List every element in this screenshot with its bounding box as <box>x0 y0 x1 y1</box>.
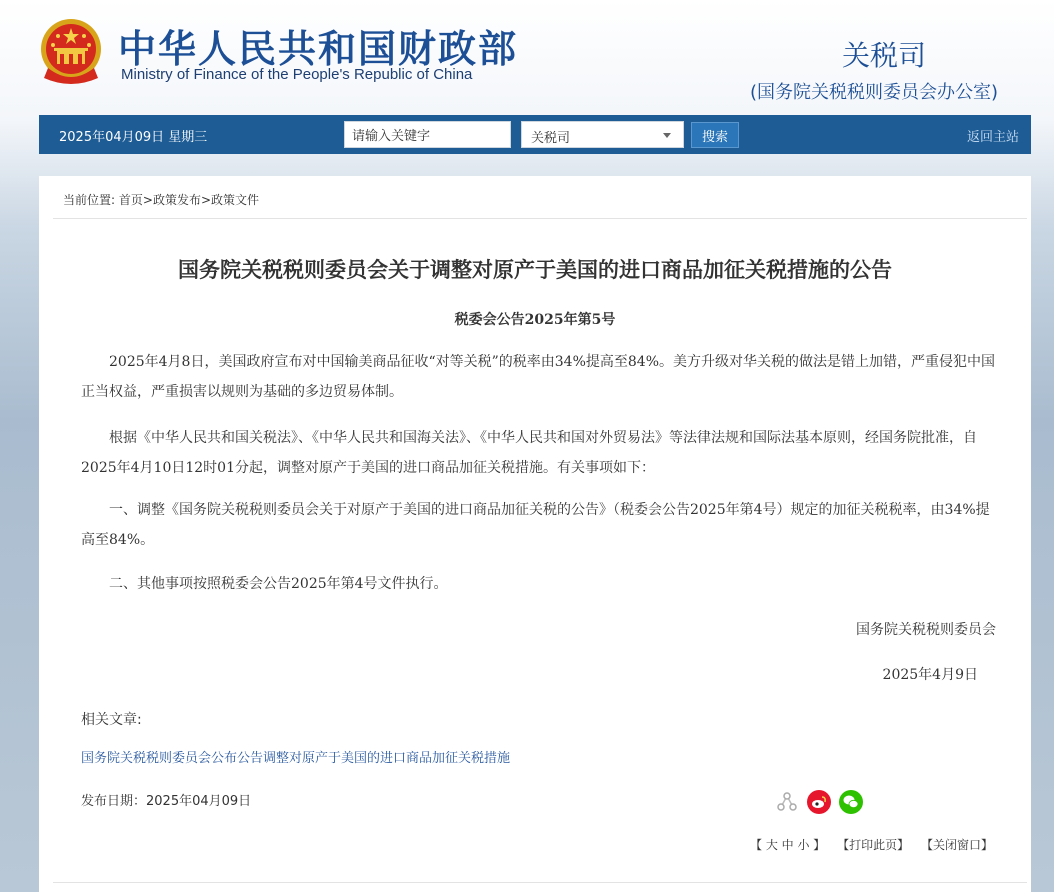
font-size-control[interactable]: 【 大 中 小 】 <box>750 838 826 852</box>
related-articles-heading: 相关文章: <box>81 712 142 728</box>
signature-organization: 国务院关税税则委员会 <box>856 622 996 638</box>
ministry-name-cn: 中华人民共和国财政部 <box>118 27 519 71</box>
site-header <box>0 0 1054 115</box>
article-title: 国务院关税税则委员会关于调整对原产于美国的进口商品加征关税措施的公告 <box>178 258 892 282</box>
return-home-link[interactable]: 返回主站 <box>966 130 1019 145</box>
divider <box>53 882 1027 883</box>
breadcrumb-separator: > <box>142 193 153 207</box>
breadcrumb-label: 当前位置: <box>63 193 116 207</box>
nav-bar <box>39 115 1031 154</box>
signature-date: 2025年4月9日 <box>882 667 978 683</box>
share-bar <box>775 788 863 816</box>
print-page-link[interactable]: 【打印此页】 <box>837 838 910 852</box>
share-network-icon[interactable] <box>775 790 799 814</box>
publish-date: 发布日期：2025年04月09日 <box>81 794 252 809</box>
article-panel <box>39 176 1031 892</box>
article-paragraph: 一、调整《国务院关税税则委员会关于对原产于美国的进口商品加征关税的公告》（税委会公告2025年第4号）规定的加征关税税率，由34%提高至84%。 <box>81 502 990 548</box>
current-date: 2025年04月09日 星期三 <box>59 130 208 145</box>
chevron-down-icon <box>663 133 671 138</box>
related-article-link[interactable]: 国务院关税税则委员会公布公告调整对原产于美国的进口商品加征关税措施 <box>81 751 511 766</box>
divider <box>53 218 1027 219</box>
department-office: (国务院关税税则委员会办公室) <box>750 82 999 103</box>
search-button[interactable]: 搜索 <box>691 122 739 148</box>
article-subtitle: 税委会公告2025年第5号 <box>454 312 616 328</box>
close-window-link[interactable]: 【关闭窗口】 <box>920 838 993 852</box>
breadcrumb <box>63 191 259 208</box>
breadcrumb-separator: > <box>200 193 212 207</box>
article-paragraph: 2025年4月8日，美国政府宣布对中国输美商品征收“对等关税”的税率由34%提高至84%。美方升级对华关税的做法是错上加错，严重侵犯中国正当权益，严重损害以规则为基础的多边贸易体制。 <box>81 354 995 400</box>
department-name: 关税司 <box>842 39 927 72</box>
breadcrumb-item-policy[interactable]: 政策发布 <box>152 193 201 207</box>
search-scope-value: 关税司 <box>531 131 571 146</box>
search-scope-select[interactable] <box>521 121 684 148</box>
weibo-icon[interactable] <box>807 790 831 814</box>
article-paragraph: 二、其他事项按照税委会公告2025年第4号文件执行。 <box>109 576 448 592</box>
breadcrumb-item-home[interactable]: 首页 <box>118 193 143 207</box>
breadcrumb-item-documents[interactable]: 政策文件 <box>211 193 260 207</box>
national-emblem-icon <box>38 16 104 86</box>
ministry-name-en: Ministry of Finance of the People's Republic of China <box>121 66 473 83</box>
page-tools <box>742 836 993 853</box>
search-input[interactable] <box>344 121 511 148</box>
wechat-icon[interactable] <box>839 790 863 814</box>
article-paragraph: 根据《中华人民共和国关税法》、《中华人民共和国海关法》、《中华人民共和国对外贸易法》等法律法规和国际法基本原则，经国务院批准，自2025年4月10日12时01分起，调整对原产于美国的进口商品加征关税措施。有关事项如下： <box>81 430 977 476</box>
